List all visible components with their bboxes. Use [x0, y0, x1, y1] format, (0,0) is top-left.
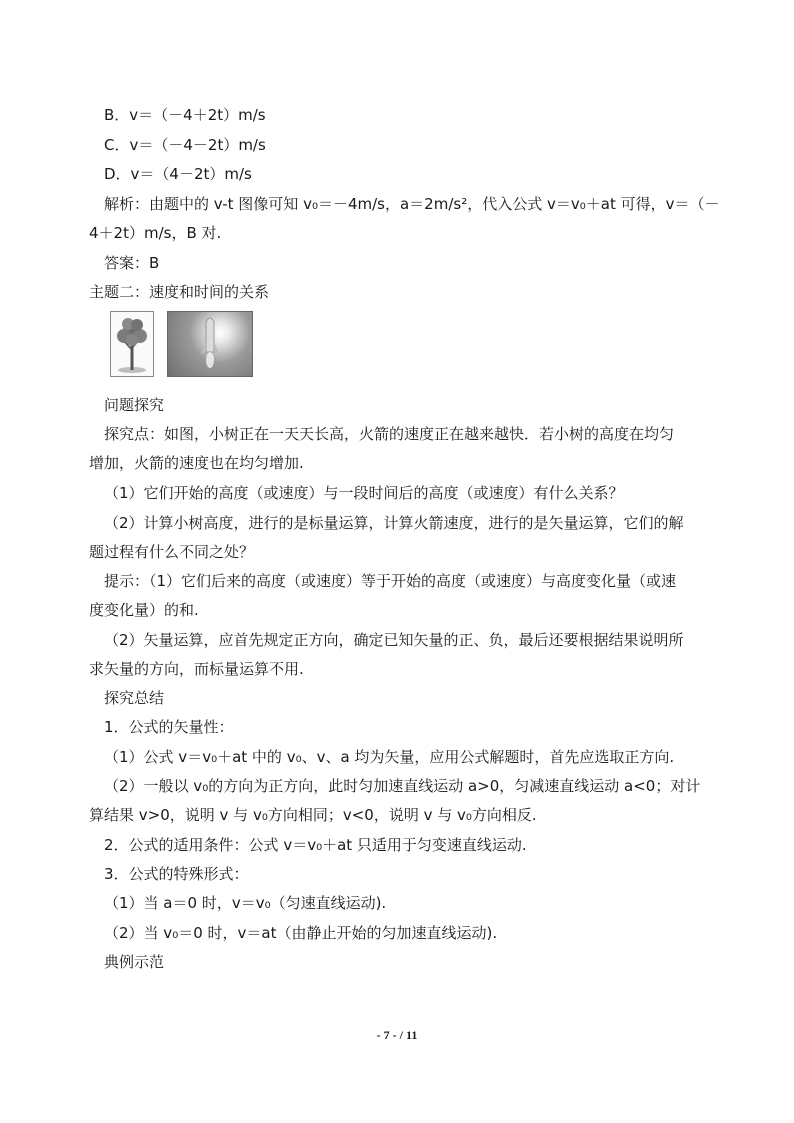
section-question-explore: 问题探究	[104, 396, 165, 414]
analysis-line-1: 解析：由题中的 v-t 图像可知 v₀＝－4m/s，a＝2m/s²，代入公式 v＝v₀＋at 可得，v＝（－	[104, 195, 720, 213]
section-example: 典例示范	[104, 953, 165, 971]
explore-line-1: 探究点：如图，小树正在一天天长高，火箭的速度正在越来越快．若小树的高度在均匀	[104, 425, 675, 443]
hint-line-1: 提示：（1）它们后来的高度（或速度）等于开始的高度（或速度）与高度变化量（或速	[104, 572, 677, 590]
tree-image	[110, 311, 154, 377]
question-2-line-1: （2）计算小树高度，进行的是标量运算，计算火箭速度，进行的是矢量运算，它们的解	[104, 514, 684, 532]
hint2-line-2: 求矢量的方向，而标量运算不用.	[89, 660, 304, 678]
summary-item-1-2-line-2: 算结果 v>0，说明 v 与 v₀方向相同；v<0，说明 v 与 v₀方向相反.	[89, 806, 537, 824]
hint2-line-1: （2）矢量运算，应首先规定正方向，确定已知矢量的正、负，最后还要根据结果说明所	[104, 631, 684, 649]
answer-line: 答案：B	[104, 254, 160, 272]
rocket-image	[167, 311, 253, 377]
question-2-line-2: 题过程有什么不同之处？	[89, 543, 255, 561]
summary-item-3-1: （1）当 a＝0 时，v＝v₀（匀速直线运动).	[104, 894, 387, 912]
option-d: D．v＝（4－2t）m/s	[104, 165, 252, 183]
option-c: C．v＝（－4－2t）m/s	[104, 136, 266, 154]
summary-item-1: 1．公式的矢量性：	[104, 718, 234, 736]
summary-item-3-2: （2）当 v₀＝0 时，v＝at（由静止开始的匀加速直线运动).	[104, 924, 498, 942]
summary-item-1-1: （1）公式 v＝v₀＋at 中的 v₀、v、a 均为矢量，应用公式解题时，首先应选取正方向.	[104, 748, 675, 766]
summary-item-3: 3．公式的特殊形式：	[104, 865, 249, 883]
topic-heading: 主题二：速度和时间的关系	[89, 283, 270, 301]
explore-line-2: 增加，火箭的速度也在均匀增加.	[89, 454, 304, 472]
option-b: B．v＝（－4＋2t）m/s	[104, 106, 266, 124]
analysis-line-2: 4＋2t）m/s，B 对.	[89, 224, 222, 242]
question-1: （1）它们开始的高度（或速度）与一段时间后的高度（或速度）有什么关系？	[104, 484, 624, 502]
summary-item-2: 2．公式的适用条件：公式 v＝v₀＋at 只适用于匀变速直线运动.	[104, 836, 527, 854]
page-number: - 7 - / 11	[376, 1028, 418, 1042]
section-summary: 探究总结	[104, 689, 165, 707]
summary-item-1-2-line-1: （2）一般以 v₀的方向为正方向，此时匀加速直线运动 a>0，匀减速直线运动 a<0；对计	[104, 777, 701, 795]
hint-line-2: 度变化量）的和.	[89, 601, 199, 619]
